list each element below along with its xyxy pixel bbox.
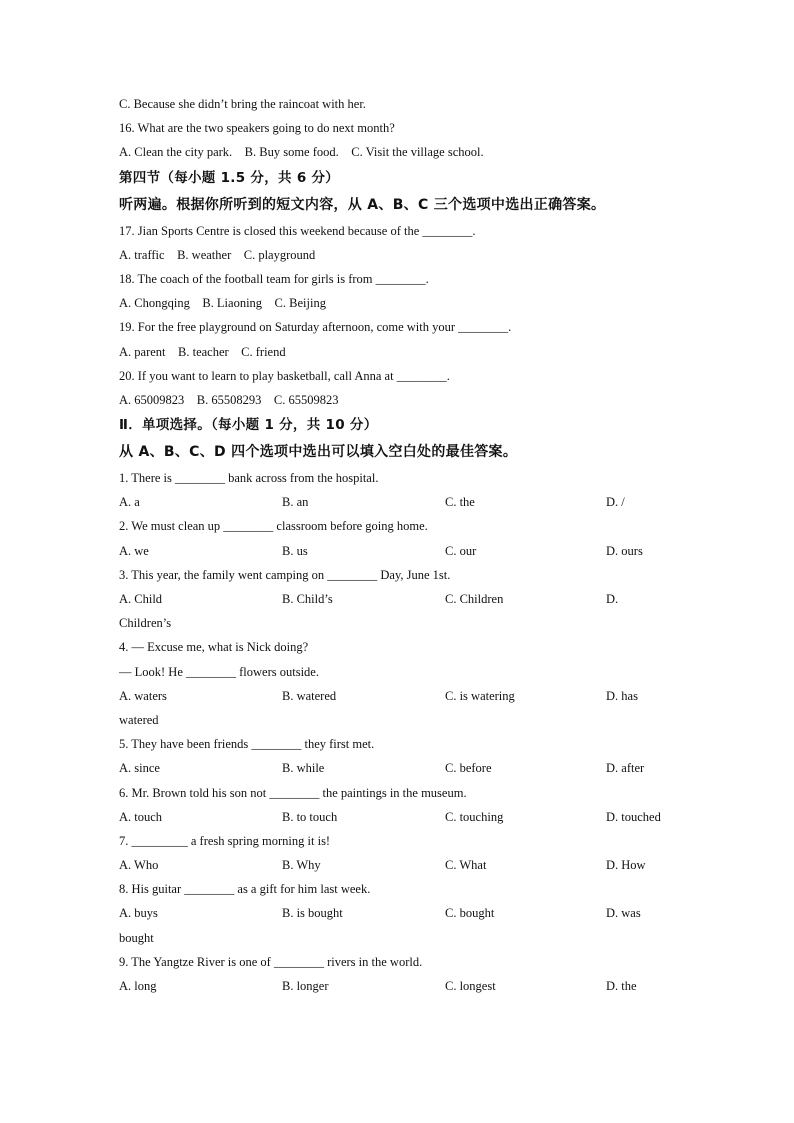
option-c: C. Children <box>445 592 504 606</box>
option-b: B. is bought <box>282 906 343 921</box>
question-stem: 8. His guitar ________ as a gift for him last week. <box>119 882 371 897</box>
option-b: B. Child’s <box>282 592 333 606</box>
option-d: D. after <box>606 761 645 776</box>
option-c: C. our <box>445 543 477 558</box>
q17-stem: 17. Jian Sports Centre is closed this weekend because of the ________. <box>119 223 476 238</box>
q16-stem: 16. What are the two speakers going to do next month? <box>119 121 395 136</box>
option-d: D. was <box>606 906 641 921</box>
q15-option-c: C. Because she didn’t bring the raincoat with her. <box>119 97 366 111</box>
question-stem-reply: — Look! He ________ flowers outside. <box>119 664 319 679</box>
question-options <box>119 684 699 708</box>
question-stem: 1. There is ________ bank across from the hospital. <box>119 471 379 486</box>
option-d-continuation: bought <box>119 930 154 945</box>
option-c: C. bought <box>445 906 495 921</box>
question-stem: 3. This year, the family went camping on ________ Day, June 1st. <box>119 567 451 582</box>
option-a: A. Child <box>119 592 163 606</box>
option-b: B. watered <box>282 688 337 703</box>
option-d: D. has <box>606 688 638 703</box>
question-options <box>119 587 699 611</box>
section4-title: 第四节（每小题 1.5 分，共 6 分） <box>119 169 340 186</box>
option-a: A. long <box>119 979 157 993</box>
q19-options: A. parent B. teacher C. friend <box>119 344 286 359</box>
q17-options: A. traffic B. weather C. playground <box>119 247 316 262</box>
section4-instruction: 听两遍。根据你所听到的短文内容，从 A、B、C 三个选项中选出正确答案。 <box>119 196 606 213</box>
question-stem: 7. _________ a fresh spring morning it is! <box>119 833 331 848</box>
question-options <box>119 805 699 829</box>
q18-options: A. Chongqing B. Liaoning C. Beijing <box>119 296 326 311</box>
question-options <box>119 756 699 780</box>
question-stem: 5. They have been friends ________ they first met. <box>119 737 375 752</box>
option-a: A. we <box>119 543 149 558</box>
option-b: B. Why <box>282 858 321 873</box>
option-a: A. a <box>119 495 140 510</box>
question-options <box>119 539 699 563</box>
option-b: B. an <box>282 495 309 510</box>
option-c: C. What <box>445 858 487 873</box>
question-options <box>119 901 699 925</box>
part2-instruction: 从 A、B、C、D 四个选项中选出可以填入空白处的最佳答案。 <box>119 444 518 461</box>
option-c: C. the <box>445 495 475 510</box>
option-d: D. / <box>606 495 625 510</box>
option-d: D. touched <box>606 809 661 824</box>
q16-options: A. Clean the city park. B. Buy some food. C. Visit the village school. <box>119 145 484 160</box>
option-d: D. the <box>606 979 637 993</box>
option-d-continuation: watered <box>119 712 159 727</box>
option-a: A. touch <box>119 809 163 824</box>
option-b: B. us <box>282 543 308 558</box>
option-b: B. while <box>282 761 325 776</box>
q18-stem: 18. The coach of the football team for girls is from ________. <box>119 271 429 286</box>
option-a: A. waters <box>119 688 167 703</box>
option-d: D. ours <box>606 543 643 558</box>
option-d-continuation: Children’s <box>119 616 172 631</box>
part2-title: Ⅱ．单项选择。（每小题 1 分，共 10 分） <box>119 417 378 434</box>
exam-page <box>119 92 699 998</box>
question-stem: 4. — Excuse me, what is Nick doing? <box>119 640 309 655</box>
q19-stem: 19. For the free playground on Saturday afternoon, come with your ________. <box>119 320 512 335</box>
option-a: A. Who <box>119 858 159 873</box>
option-b: B. longer <box>282 979 329 993</box>
option-a: A. since <box>119 761 160 776</box>
option-d: D. <box>606 592 619 606</box>
q20-options: A. 65009823 B. 65508293 C. 65509823 <box>119 392 339 407</box>
option-d: D. How <box>606 858 646 873</box>
option-b: B. to touch <box>282 809 338 824</box>
option-c: C. is watering <box>445 688 515 703</box>
option-c: C. touching <box>445 809 504 824</box>
option-c: C. before <box>445 761 492 776</box>
question-options <box>119 853 699 877</box>
q20-stem: 20. If you want to learn to play basketball, call Anna at ________. <box>119 368 450 383</box>
question-stem: 2. We must clean up ________ classroom before going home. <box>119 519 428 534</box>
question-options <box>119 490 699 514</box>
question-stem: 9. The Yangtze River is one of ________ rivers in the world. <box>119 954 423 969</box>
option-a: A. buys <box>119 906 158 921</box>
question-stem: 6. Mr. Brown told his son not ________ the paintings in the museum. <box>119 785 467 800</box>
question-options <box>119 974 699 998</box>
option-c: C. longest <box>445 979 496 993</box>
